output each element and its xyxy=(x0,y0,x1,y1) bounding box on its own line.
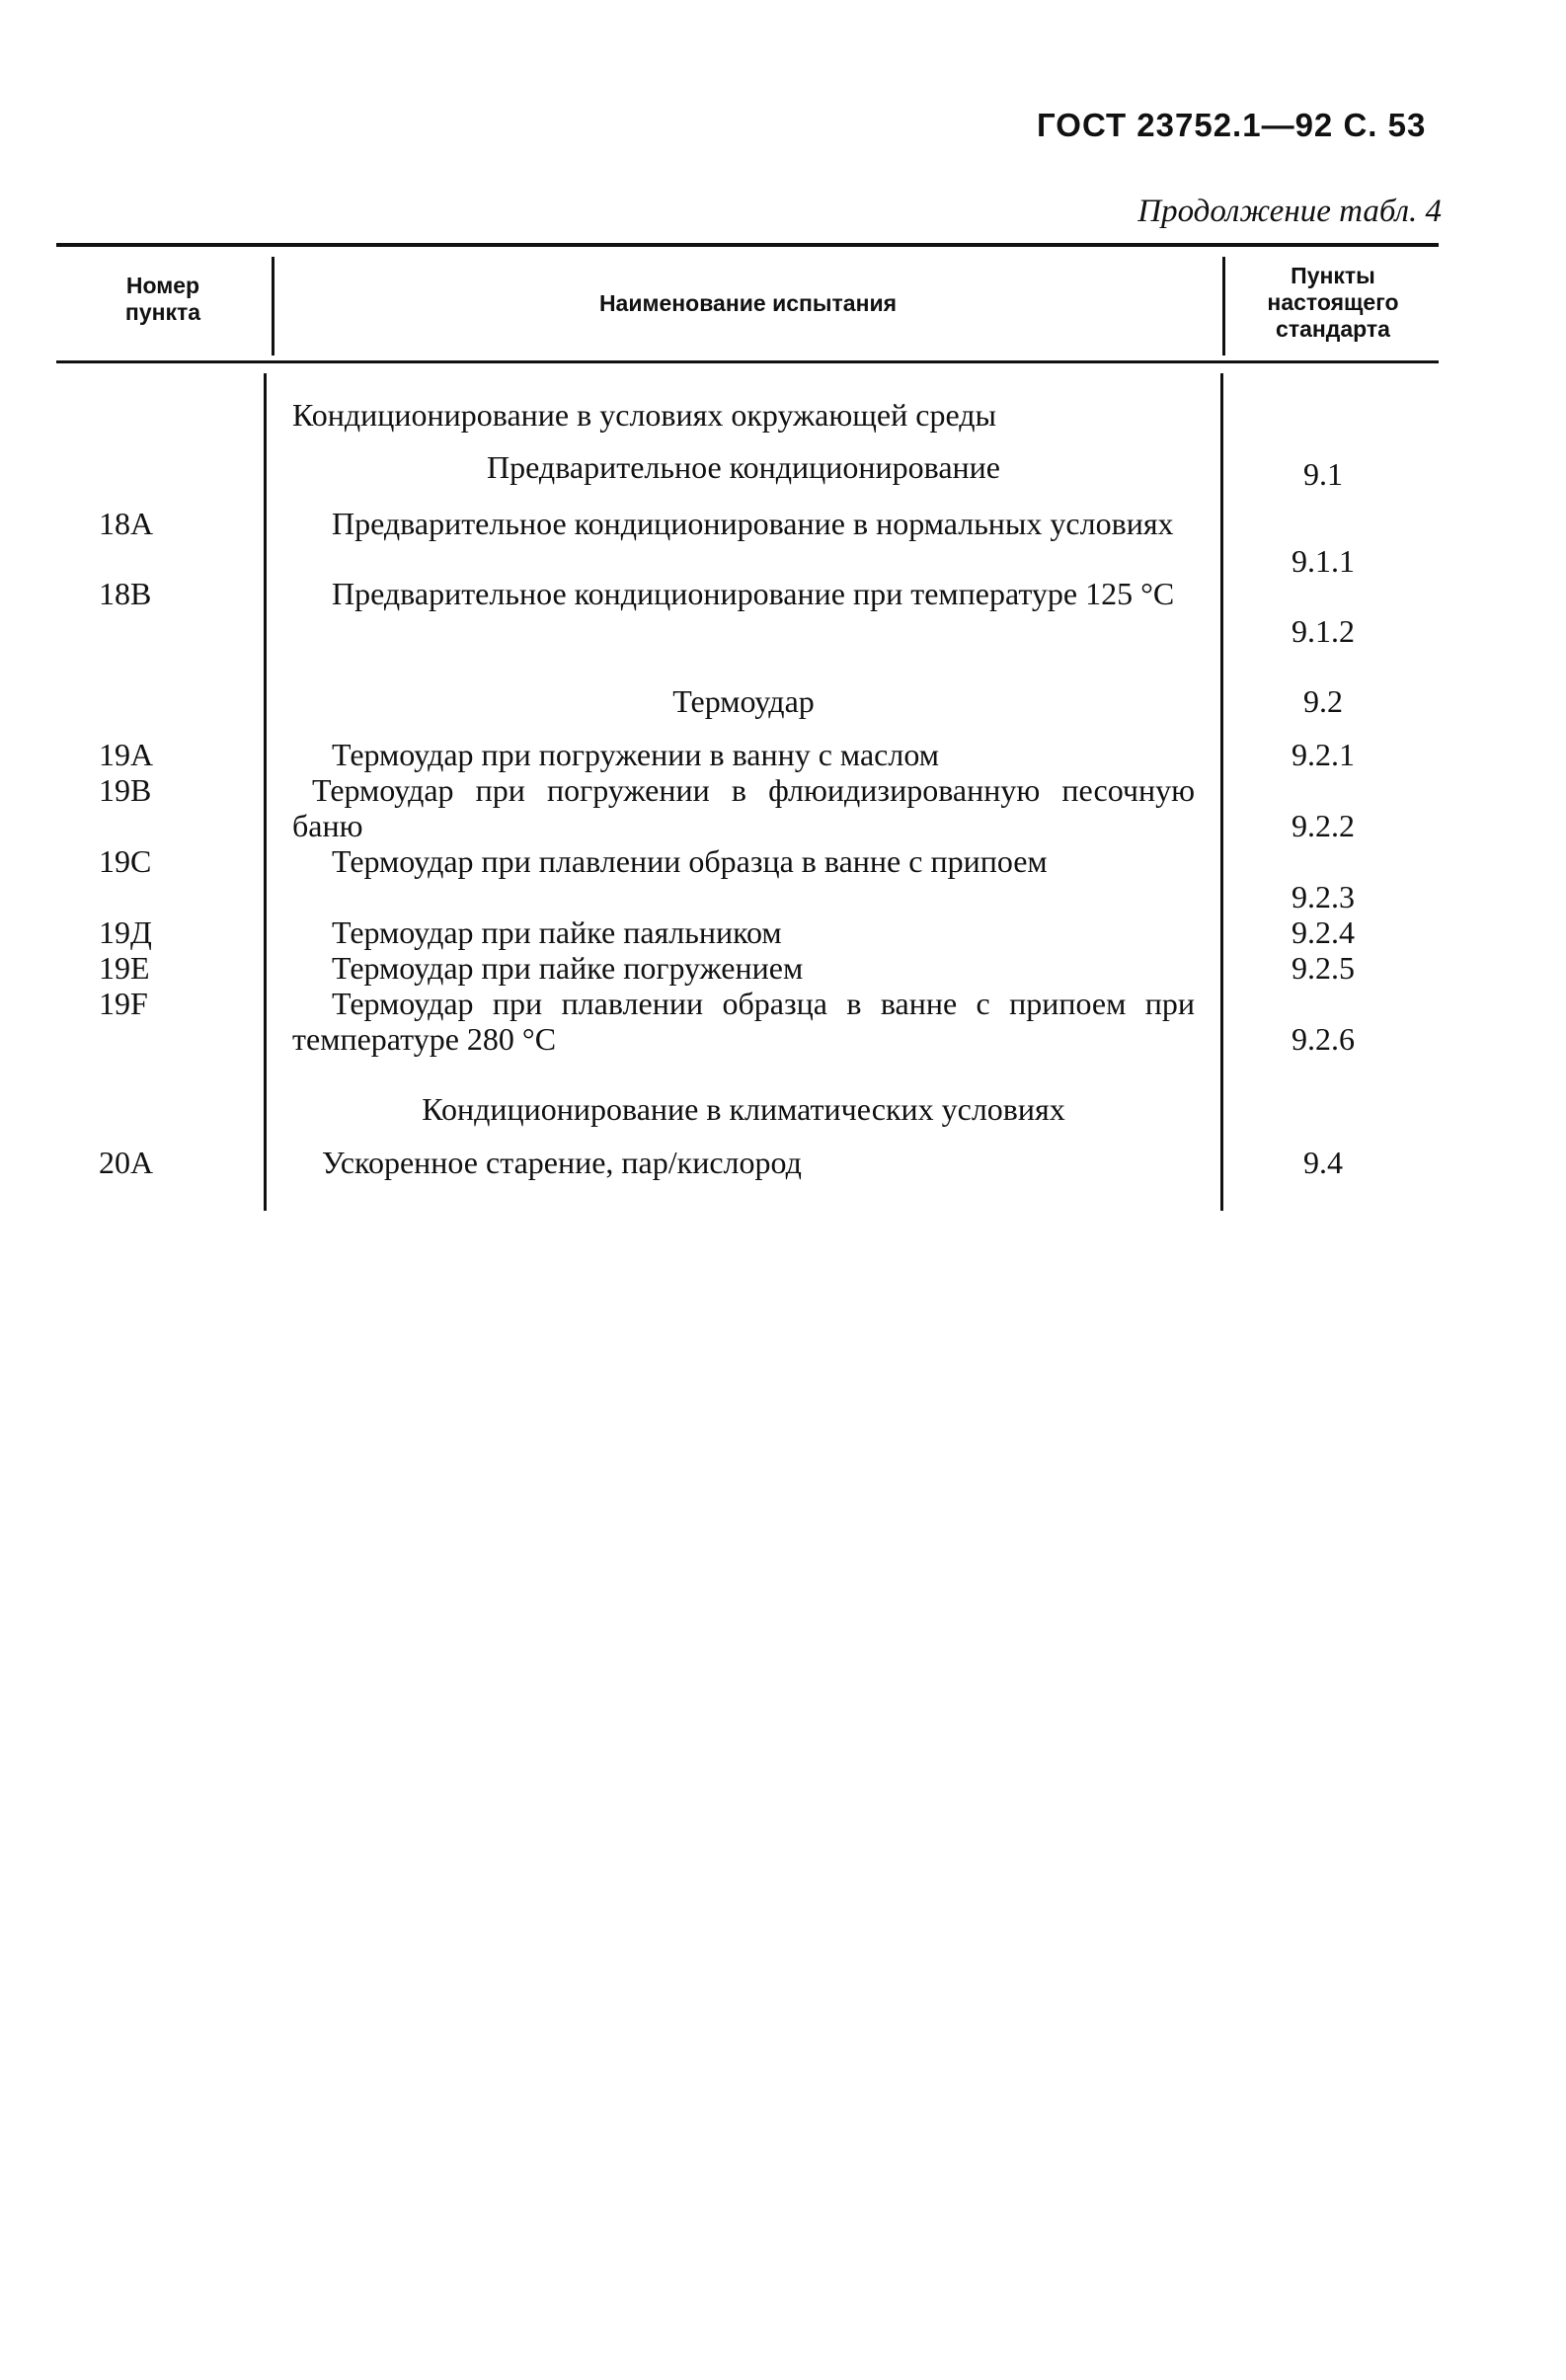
row-test-name: Термоудар при погружении в ванну с маслом xyxy=(332,737,939,772)
row-test-name: Термоудар при погружении в флюидизированную песочную баню xyxy=(292,772,1195,843)
section-clause: 9.2 xyxy=(1303,683,1343,719)
section-subtitle: Предварительное кондиционирование xyxy=(487,449,1000,485)
row-clause: 9.2.6 xyxy=(1292,1021,1355,1057)
page-header: ГОСТ 23752.1—92 С. 53 xyxy=(1037,107,1427,143)
row-clause: 9.1.1 xyxy=(1292,543,1355,579)
column-header-clauses: Пункты настоящего стандарта xyxy=(1267,263,1399,342)
row-number: 19B xyxy=(99,772,152,808)
row-clause: 9.2.1 xyxy=(1292,737,1355,772)
row-test-name: Предварительное кондиционирование при температуре 125 °С xyxy=(332,576,1175,611)
row-test-name: Термоудар при пайке паяльником xyxy=(332,914,782,950)
section-title: Кондиционирование в климатических условиях xyxy=(422,1091,1065,1127)
row-number: 19A xyxy=(99,737,154,772)
table-continuation-label: Продолжение табл. 4 xyxy=(1137,194,1442,229)
column-header-test-name: Наименование испытания xyxy=(598,290,898,316)
column-divider-body-right xyxy=(1220,373,1223,1211)
row-number: 20A xyxy=(99,1145,154,1180)
row-number: 19E xyxy=(99,950,150,986)
row-clause: 9.2.5 xyxy=(1292,950,1355,986)
row-number: 19F xyxy=(99,986,148,1021)
column-divider-body-left xyxy=(264,373,267,1211)
row-number: 19C xyxy=(99,843,152,879)
row-clause: 9.1.2 xyxy=(1292,613,1355,649)
row-clause: 9.2.4 xyxy=(1292,914,1355,950)
table-header-rule xyxy=(56,360,1439,363)
section-title: Кондиционирование в условиях окружающей среды xyxy=(292,397,997,433)
row-number: 18A xyxy=(99,506,154,541)
column-divider-header-right xyxy=(1222,257,1225,356)
row-clause: 9.2.2 xyxy=(1292,808,1355,843)
column-header-number: Номер пункта xyxy=(124,273,201,325)
section-title: Термоудар xyxy=(672,683,815,719)
row-number: 18B xyxy=(99,576,152,611)
row-test-name: Предварительное кондиционирование в нормальных условиях xyxy=(332,506,1174,541)
row-number: 19Д xyxy=(99,914,152,950)
table-top-rule xyxy=(56,243,1439,247)
row-clause: 9.4 xyxy=(1303,1145,1343,1180)
row-test-name: Термоудар при плавлении образца в ванне с припоем при температуре 280 °С xyxy=(292,986,1195,1057)
row-test-name: Термоудар при пайке погружением xyxy=(332,950,804,986)
row-test-name: Термоудар при плавлении образца в ванне с припоем xyxy=(332,843,1048,879)
column-divider-header-left xyxy=(272,257,274,356)
row-clause: 9.2.3 xyxy=(1292,879,1355,914)
section-clause: 9.1 xyxy=(1303,456,1343,492)
row-test-name: Ускоренное старение, пар/кислород xyxy=(322,1145,802,1180)
